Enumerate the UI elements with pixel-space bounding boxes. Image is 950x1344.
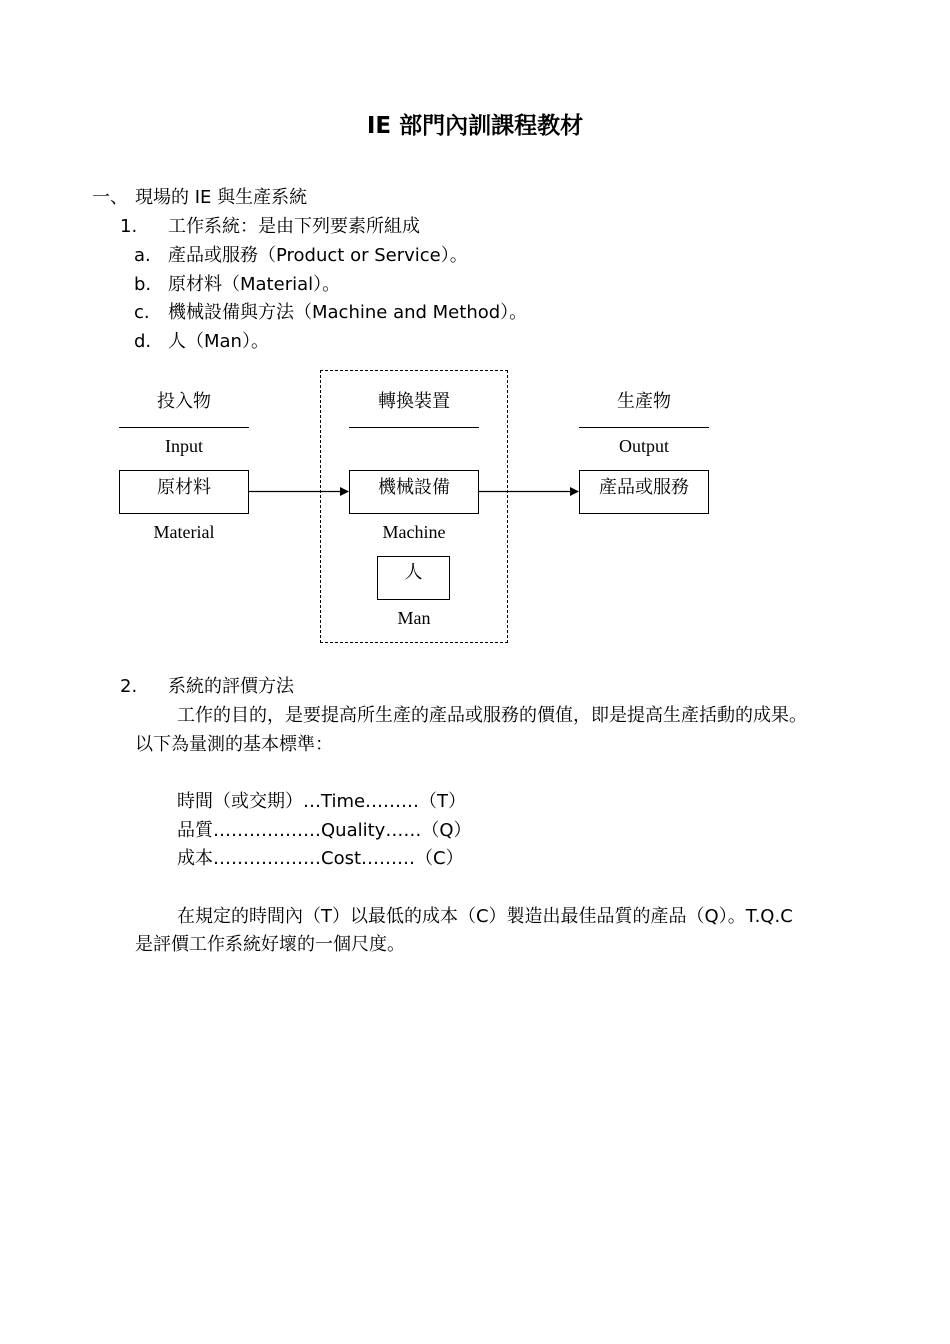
item1-text: 工作系統：是由下列要素所組成 (168, 216, 420, 237)
paragraph2-line2: 是評價工作系統好壞的一個尺度。 (135, 934, 405, 955)
element-b-letter: b. (134, 274, 152, 295)
input-header: 投入物 (157, 391, 211, 412)
item2-heading: 系統的評價方法 (168, 676, 294, 697)
transform-header-rule (349, 427, 479, 428)
criterion-quality: 品質………………Quality……（Q） (177, 820, 472, 841)
output-header-rule (579, 427, 709, 428)
paragraph1-line2: 以下為量測的基本標準： (135, 734, 333, 755)
paragraph2-line1: 在規定的時間內（T）以最低的成本（C）製造出最佳品質的產品（Q）。T.Q.C (177, 906, 793, 927)
machine-caption: Machine (382, 522, 446, 542)
section1-heading: 現場的 IE 與生產系統 (135, 187, 308, 208)
item2-number: 2. (120, 676, 138, 697)
man-caption: Man (397, 608, 431, 628)
criterion-cost: 成本………………Cost………（C） (177, 848, 464, 869)
output-english-header: Output (618, 436, 669, 456)
transform-header: 轉換裝置 (378, 391, 450, 412)
input-caption: Material (153, 522, 215, 542)
machine-box-label: 機械設備 (378, 477, 450, 498)
paragraph1-line1: 工作的目的，是要提高所生產的產品或服務的價值，即是提高生產括動的成果。 (177, 705, 807, 726)
element-a-text: 產品或服務（Product or Service）。 (168, 245, 468, 266)
document-title: IE 部門內訓課程教材 (366, 113, 584, 139)
criterion-time: 時間（或交期）…Time………（T） (177, 791, 467, 812)
output-box-label: 產品或服務 (599, 477, 689, 498)
item1-number: 1. (120, 216, 138, 237)
element-d-text: 人（Man）。 (168, 331, 269, 352)
element-c-letter: c. (134, 302, 150, 323)
output-header: 生產物 (617, 391, 671, 412)
element-c-text: 機械設備與方法（Machine and Method）。 (168, 302, 528, 323)
element-a-letter: a. (134, 245, 151, 266)
input-box (119, 470, 249, 514)
input-box-label: 原材料 (157, 477, 211, 498)
machine-box (349, 470, 479, 514)
input-english-header: Input (165, 436, 203, 456)
man-box-label: 人 (404, 562, 423, 583)
section1-marker: 一、 (92, 187, 128, 208)
element-b-text: 原材料（Material）。 (168, 274, 341, 295)
man-box (377, 556, 450, 600)
output-box (579, 470, 709, 514)
input-header-rule (119, 427, 249, 428)
element-d-letter: d. (134, 331, 152, 352)
